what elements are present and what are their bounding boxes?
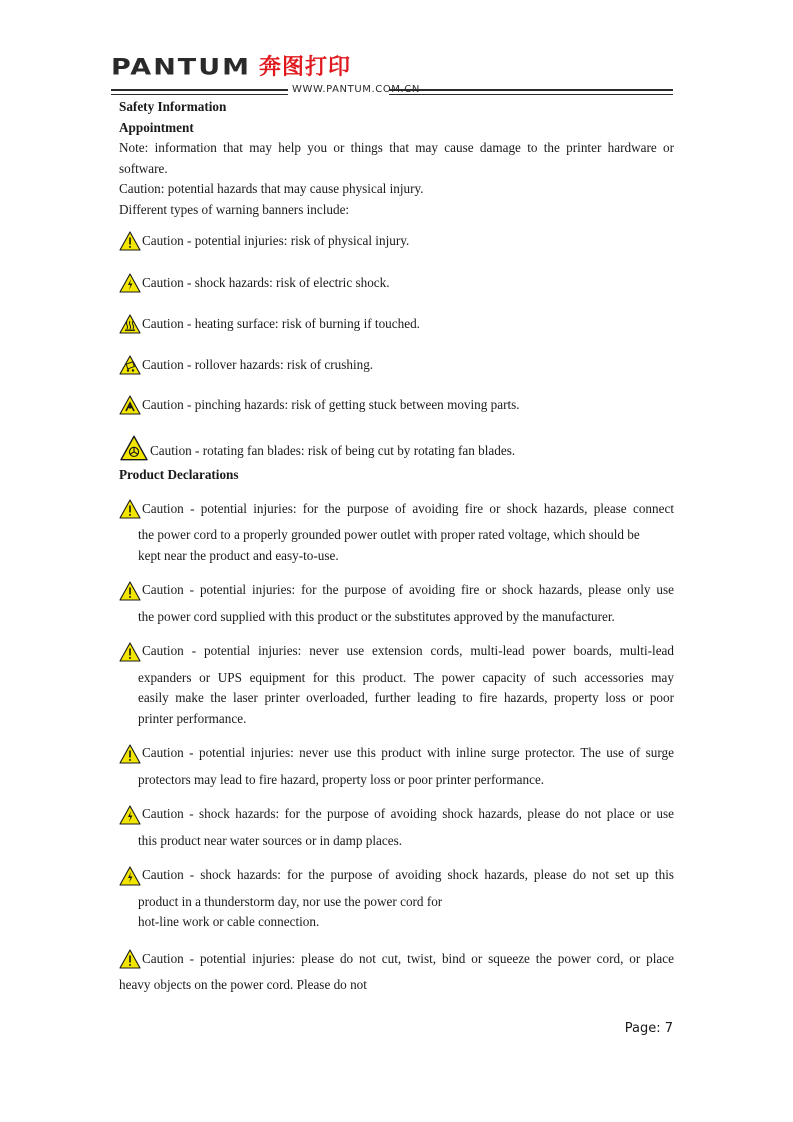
declaration-line: expanders or UPS equipment for this product. The power capacity of such accessories may [138,669,674,685]
banners-intro: Different types of warning banners include: [119,201,350,217]
declaration-item [119,641,674,729]
page-content [119,97,674,996]
fan-blade-icon [119,435,149,461]
declaration-line: this product near water sources or in damp places. [138,832,403,848]
pinch-hazard-icon [119,395,141,415]
declaration-line: protectors may lead to fire hazard, property loss or poor printer performance. [138,771,545,787]
page-number: Page: 7 [624,1021,673,1036]
shock-hazard-icon [119,805,141,825]
declaration-line: heavy objects on the power cord. Please do not [119,977,367,992]
declaration-first-line: Caution - potential injuries: never use extension cords, multi-lead power boards, multi-lead [142,643,674,658]
declaration-line: product in a thunderstorm day, nor use the power cord for [138,893,443,909]
declaration-first-line: Caution - potential injuries: for the purpose of avoiding fire or shock hazards, please only use [142,582,674,597]
warning-triangle-icon [119,231,141,251]
header-url: WWW.PANTUM.COM.CN [292,84,420,95]
declaration-item [119,580,674,627]
banner-physical-injury [119,231,674,251]
warning-triangle-icon [119,581,141,601]
banner-shock-hazard [119,273,674,293]
warning-triangle-icon [119,744,141,764]
banner-fan-blade [119,435,674,461]
warning-triangle-icon [119,949,141,969]
rollover-hazard-icon [119,355,141,375]
warning-triangle-icon [119,642,141,662]
hot-surface-icon [119,314,141,334]
declaration-item [119,743,674,790]
declaration-first-line: Caution - shock hazards: for the purpose of avoiding shock hazards, please do not set up this [142,867,674,882]
declaration-first-line: Caution - potential injuries: please do not cut, twist, bind or squeeze the power cord, or place [142,950,674,966]
product-declarations-heading: Product Declarations [119,467,239,482]
declaration-item [119,499,674,567]
logo-chinese: 奔图打印 [259,54,352,80]
pantum-logo [111,54,351,81]
banner-rollover-hazard [119,355,674,375]
declaration-first-line: Caution - shock hazards: for the purpose of avoiding shock hazards, please do not place or use [142,806,674,821]
declaration-line: printer performance. [138,710,247,726]
declaration-item [119,865,674,933]
banner-text: Caution - heating surface: risk of burning if touched. [142,316,420,331]
banner-text: Caution - pinching hazards: risk of getting stuck between moving parts. [142,397,520,412]
declaration-line: easily make the laser printer overloaded, further leading to fire hazards, property loss or poor [138,690,674,705]
page-header [0,0,793,100]
banner-text: Caution - shock hazards: risk of electric shock. [142,275,390,290]
safety-information-heading: Safety Information [119,99,227,114]
declaration-line: kept near the product and easy-to-use. [138,547,339,563]
banner-pinch-hazard [119,395,674,415]
header-rule-right [389,89,673,95]
banner-text: Caution - rollover hazards: risk of crushing. [142,357,374,372]
header-rule-left [111,89,288,95]
banner-text: Caution - potential injuries: risk of physical injury. [142,233,410,248]
shock-hazard-icon [119,866,141,886]
declaration-line: hot-line work or cable connection. [138,914,320,929]
declaration-item-last [119,949,674,996]
shock-hazard-icon [119,273,141,293]
logo-wordmark: PANTUM [111,54,252,81]
caution-definition: Caution: potential hazards that may cause physical injury. [119,181,424,196]
declaration-line: the power cord to a properly grounded power outlet with proper rated voltage, which should be [138,527,640,542]
banner-text: Caution - rotating fan blades: risk of being cut by rotating fan blades. [150,443,516,458]
declaration-line: the power cord supplied with this product or the substitutes approved by the manufacturer. [138,608,615,624]
note-paragraph: Note: information that may help you or things that may cause damage to the printer hardware or software. [119,140,674,176]
appointment-heading: Appointment [119,119,194,135]
declaration-first-line: Caution - potential injuries: for the purpose of avoiding fire or shock hazards, please connect [142,500,674,516]
warning-triangle-icon [119,499,141,519]
declaration-item [119,804,674,851]
declaration-first-line: Caution - potential injuries: never use this product with inline surge protector. The use of surge [142,745,674,760]
banner-hot-surface [119,314,674,334]
